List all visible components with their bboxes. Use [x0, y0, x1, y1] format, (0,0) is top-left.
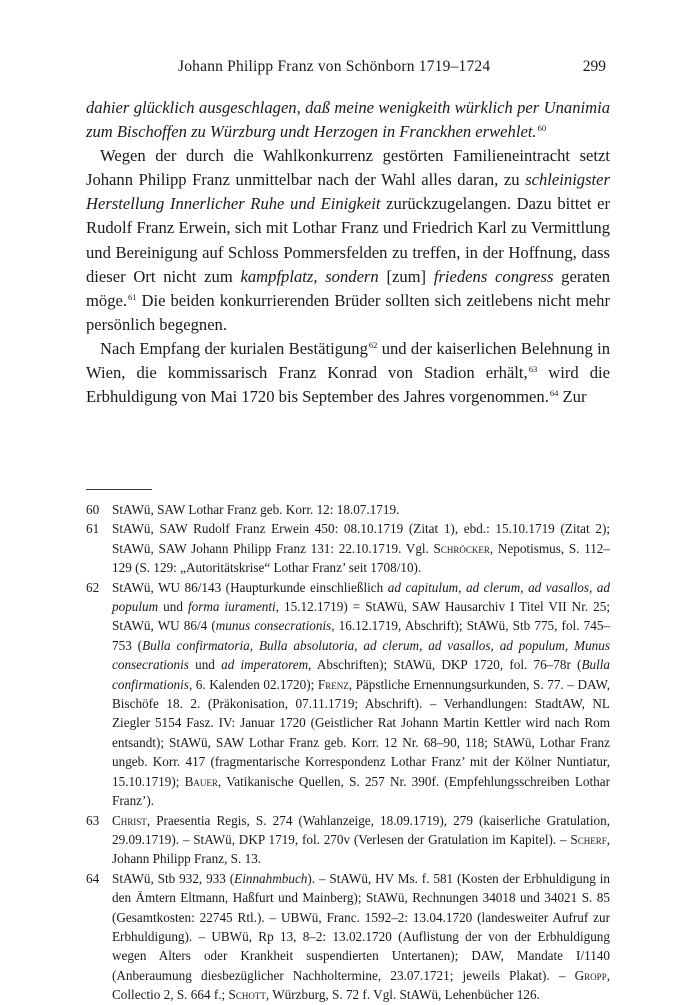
paragraph-1 [86, 96, 610, 144]
latin-term: Bulla confirmatoria, Bulla absolutoria, ad clerum, ad vasallos, ad populum, Munus consecrationis [112, 637, 610, 673]
latin-term: ad capitulum, ad clerum, ad vasallos, ad populum [112, 579, 610, 615]
text-run: , 6. Kalenden 02.1720); [188, 676, 318, 692]
text-run: Wegen der durch die Wahlkonkurrenz gestörten Familieneintracht setzt Johann Philipp Franz unmittelbar nach der Wahl alles daran, zu [86, 146, 610, 190]
author-name: Gropp [574, 967, 607, 983]
footnote-ref-60[interactable]: 60 [537, 123, 547, 134]
paragraph-2 [86, 144, 610, 337]
page-number: 299 [582, 58, 606, 75]
footnote-text [112, 578, 610, 811]
footnote-number: 62 [86, 579, 100, 595]
text-run: , 16.12.1719, Abschrift); StAWü, Stb 775, fol. 745–753 ( [112, 618, 611, 653]
footnote-text [112, 869, 610, 1005]
latin-term: Einnahmbuch [234, 870, 308, 886]
text-run: wird die Erbhuldigung von Mai 1720 bis September des Jahres vorgenommen. [86, 363, 610, 407]
quotation: kampfplatz, sondern [240, 266, 379, 286]
text-run: geraten möge. [86, 266, 610, 310]
running-title: Johann Philipp Franz von Schönborn 1719–1724 [178, 58, 491, 75]
text-run: , Päpstliche Ernennungsurkunden, S. 77. – DAW, Bischöfe 18. 2. (Präkonisation, 07.11.1719; Abschrift). – Verhandlungen: StadtAW, NL Ziegler 5154 Fasz. IV: Januar 1720 (Geistlicher Rat Johann Martin Kettler wird nach Rom entsandt); StAWü, SAW Lothar Franz geb. Korr. 12 Nr. 68–90, 118; StAWü, Lothar Franz ungeb. Korr. 417 (fragmentarische Korrespondenz Lothar Franz’ mit der Kölner Nuntiatur, 15.10.1719); [112, 676, 610, 789]
text-run: , Johann Philipp Franz, S. 13. [112, 831, 610, 867]
text-run: zurückzugelangen. Dazu bittet er Rudolf Franz Erwein, sich mit Lothar Franz und Friedrich Karl zu Vermittlung und Bereinigung auf Schloss Pommersfelden zu treffen, in der Hoffnung, dass dieser Ort nicht zum [86, 194, 610, 286]
footnote-number: 64 [86, 870, 100, 886]
footnote-ref-63[interactable]: 63 [528, 364, 538, 375]
author-name: Frenz [317, 676, 349, 692]
quotation: schleinigster Herstellung Innerlicher Ruhe und Einigkeit [86, 170, 610, 214]
text-run: , Abschriften); StAWü, DKP 1720, fol. 76–78r ( [308, 657, 582, 673]
author-name: Christ [112, 812, 147, 828]
footnote-text [112, 811, 610, 869]
footnote-number: 60 [86, 502, 100, 517]
text-run: und [188, 657, 222, 673]
text-run: , Praesentia Regis, S. 274 (Wahlanzeige, 18.09.1719), 279 (kaiserliche Gratulation, 29.09.1719). – StAWü, DKP 1719, fol. 270v (Verlesen der Gratulation im Kapitel). – [112, 812, 610, 847]
footnote-ref-64[interactable]: 64 [549, 388, 559, 399]
footnote-number: 61 [86, 521, 100, 537]
latin-term: forma iuramenti [187, 599, 276, 615]
paragraph-3 [86, 337, 610, 409]
footnotes [86, 500, 610, 1005]
quotation: dahier glücklich ausgeschlagen, daß meine wenigkeith würklich per Unanimia zum Bischoffen zu Würzburg undt Herzogen in Franckhen erwehlet. [86, 98, 610, 142]
footnote-text [112, 500, 610, 519]
text-run: ). – StAWü, HV Ms. f. 581 (Kosten der Erbhuldigung in den Ämtern Eltmann, Haßfurt und Mainberg); StAWü, Rechnungen 34018 und 34021 S. 85 (Gesamtkosten: 22745 Rtl.). – UBWü, Franc. 1592–2: 13.04.1720 (landesweiter Aufruf zur Erbhuldigung). – UBWü, Rp 13, 8–2: 13.02.1720 (Auflistung der von der Erbhuldigung wegen Alters oder Krankheit suspendierten Untertanen); DAW, Mandate I/1140 (Anberaumung diesbezüglicher Nachholtermine, 23.07.1721; jeweils Plakat). – [112, 870, 611, 983]
footnote-number: 63 [86, 812, 100, 828]
latin-term: ad imperatorem [221, 657, 309, 673]
text-run: Zur [558, 387, 587, 407]
author-name: Schott [228, 987, 266, 1003]
text-run: Nach Empfang der kurialen Bestätigung [100, 338, 368, 358]
text-run: Die beiden konkurrierenden Brüder sollten sich zeitlebens nicht mehr persönlich begegnen. [86, 290, 610, 334]
footnote-separator [86, 489, 152, 490]
text-run: und [158, 599, 188, 615]
page-header [86, 58, 606, 82]
footnote-61 [86, 519, 610, 577]
text-run: StAWü, SAW Rudolf Franz Erwein 450: 08.10.1719 (Zitat 1), ebd.: 15.10.1719 (Zitat 2); StAWü, SAW Johann Philipp Franz 131: 22.10.1719. Vgl. [112, 521, 610, 556]
text-run: , Würzburg, S. 72 f. Vgl. StAWü, Lehenbücher 126. [265, 987, 540, 1003]
latin-term: munus consecrationis [215, 618, 332, 634]
text-run: , Collectio 2, S. 664 f.; [112, 967, 610, 1003]
text-run: StAWü, WU 86/143 (Haupturkunde einschließlich [112, 579, 388, 595]
footnote-60 [86, 500, 610, 519]
footnote-64 [86, 869, 610, 1005]
author-name: Scherf [570, 831, 607, 847]
footnote-text [112, 519, 610, 577]
author-name: Schröcker [433, 540, 490, 556]
text-run: , Nepotismus, S. 112–129 (S. 129: „Autoritätskrise“ Lothar Franz’ seit 1708/10). [112, 540, 610, 576]
text-run: , 15.12.1719) = StAWü, SAW Hausarchiv I Titel VII Nr. 25; StAWü, WU 86/4 ( [112, 599, 611, 634]
footnote-ref-61[interactable]: 61 [128, 291, 137, 302]
text-run: und der kaiserlichen Belehnung in Wien, die kommissarisch Franz Konrad von Stadion erhält, [86, 338, 610, 383]
footnote-63 [86, 811, 610, 869]
text-run: , Vatikanische Quellen, S. 257 Nr. 390f. (Empfehlungsschreiben Lothar Franz’). [112, 773, 610, 809]
footnote-62 [86, 578, 610, 811]
text-run: StAWü, SAW Lothar Franz geb. Korr. 12: 18.07.1719. [112, 502, 400, 517]
latin-term: Bulla confirmationis [112, 657, 611, 692]
main-text [86, 96, 610, 409]
text-run: [zum] [378, 266, 434, 286]
author-name: Bauer [184, 773, 218, 789]
footnote-ref-62[interactable]: 62 [368, 339, 378, 350]
quotation: friedens congress [433, 266, 554, 286]
text-run: StAWü, Stb 932, 933 ( [112, 870, 235, 886]
